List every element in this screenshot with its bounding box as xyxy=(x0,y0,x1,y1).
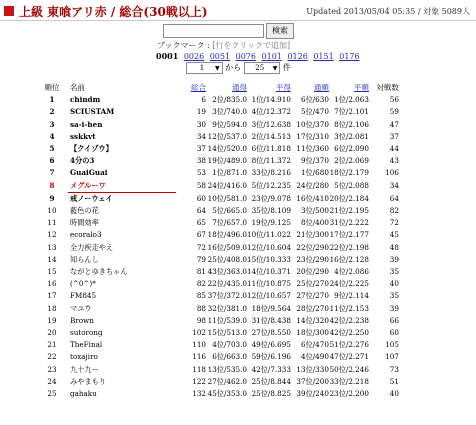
table-row[interactable] xyxy=(36,278,399,290)
cell-rank-average: 42位/2.250 xyxy=(329,328,369,338)
cell-matches: 39 xyxy=(389,254,399,264)
pagination xyxy=(156,51,363,61)
bookmark-row xyxy=(157,40,290,51)
cell-total: 19 xyxy=(196,107,206,117)
cell-average: 10位/11.022 xyxy=(247,230,291,240)
cell-count: 1位/871.0 xyxy=(212,168,247,178)
cell-rank: 25 xyxy=(47,389,57,399)
cell-average: 4位/12.372 xyxy=(251,107,291,117)
cell-count: 32位/381.0 xyxy=(207,303,247,313)
cell-count: 24位/416.0 xyxy=(207,180,247,190)
table-row[interactable] xyxy=(36,388,399,400)
cell-count: 9位/594.0 xyxy=(212,119,247,129)
cell-total: 110 xyxy=(192,340,206,350)
cell-rank: 4 xyxy=(49,131,55,141)
cell-name: マユウ xyxy=(70,303,92,313)
cell-matches: 45 xyxy=(389,230,399,240)
table-row[interactable] xyxy=(36,290,399,302)
cell-average: 12位/10.604 xyxy=(247,242,291,252)
cell-matches: 105 xyxy=(385,340,399,350)
cell-count: 10位/581.0 xyxy=(207,193,247,203)
cell-matches: 40 xyxy=(389,389,399,399)
cell-rank: 3 xyxy=(49,119,55,129)
cell-average: 25位/8.844 xyxy=(251,376,291,386)
cell-rank-average: 23位/2.200 xyxy=(329,389,369,399)
cell-total: 98 xyxy=(196,315,206,325)
cell-matches: 106 xyxy=(385,168,399,178)
cell-rank: 15 xyxy=(47,267,57,277)
cell-average: 2位/14.513 xyxy=(251,131,291,141)
cell-name: toxajiro xyxy=(70,352,98,362)
cell-name: 藍色の花 xyxy=(70,206,99,216)
cell-name: FM845 xyxy=(70,291,97,301)
cell-average: 23位/9.078 xyxy=(251,193,291,203)
col-average-sort[interactable]: 平得 xyxy=(275,83,291,92)
cell-rank: 18 xyxy=(47,303,57,313)
cell-name: みやまもり xyxy=(70,376,106,386)
cell-matches: 47 xyxy=(389,119,399,129)
cell-count: 45位/353.0 xyxy=(207,389,247,399)
cell-total: 79 xyxy=(196,254,206,264)
updated-info: Updated 2013/05/04 05:35 / 対象 5089人 xyxy=(306,7,470,16)
cell-matches: 40 xyxy=(389,279,399,289)
cell-rank: 11 xyxy=(47,218,57,228)
cell-name: メグルーワ xyxy=(68,180,176,193)
cell-total: 65 xyxy=(196,218,206,228)
cell-rank-count: 22位/290 xyxy=(296,242,329,252)
cell-rank-average: 16位/2.128 xyxy=(329,254,369,264)
cell-total: 72 xyxy=(196,242,206,252)
current-page: 0001 xyxy=(156,51,179,61)
table-row[interactable] xyxy=(36,205,399,217)
cell-name: chindm xyxy=(70,95,101,105)
cell-count: 2位/835.0 xyxy=(212,95,247,105)
chevron-down-icon: ▼ xyxy=(215,65,220,72)
cell-rank-average: 5位/2.088 xyxy=(334,180,369,190)
page-header xyxy=(0,0,476,20)
cell-rank-average: 21位/2.195 xyxy=(329,206,369,216)
cell-rank-average: 3位/2.081 xyxy=(334,131,369,141)
cell-name: 九十九ー xyxy=(70,364,99,374)
cell-count: 15位/513.0 xyxy=(207,328,247,338)
cell-name: 4分の3 xyxy=(70,156,95,166)
cell-rank: 6 xyxy=(49,156,55,166)
cell-average: 18位/9.564 xyxy=(251,303,291,313)
cell-average: 59位/6.196 xyxy=(251,352,291,362)
cell-total: 60 xyxy=(196,193,206,203)
cell-rank: 24 xyxy=(47,376,57,386)
page-link[interactable]: 0026 xyxy=(183,52,205,61)
cell-matches: 51 xyxy=(389,376,399,386)
cell-rank-average: 11位/2.153 xyxy=(329,303,369,313)
cell-rank-average: 17位/2.177 xyxy=(329,230,369,240)
cell-count: 37位/372.0 xyxy=(207,291,247,301)
cell-rank-average: 50位/2.246 xyxy=(329,364,369,374)
cell-name: sskkvt xyxy=(70,131,96,141)
cell-count: 12位/537.0 xyxy=(207,131,247,141)
cell-rank: 20 xyxy=(47,328,57,338)
cell-average: 35位/8.109 xyxy=(251,206,291,216)
cell-average: 11位/10.875 xyxy=(247,279,291,289)
cell-name: sa-i-hen xyxy=(70,119,103,129)
page-link[interactable]: 0151 xyxy=(313,52,334,61)
table-row[interactable] xyxy=(36,143,399,155)
table-row[interactable] xyxy=(36,192,399,205)
cell-name: ながとゆきちゃん xyxy=(70,267,128,277)
table-row[interactable] xyxy=(36,131,399,143)
cell-matches: 73 xyxy=(389,364,399,374)
cell-matches: 39 xyxy=(389,303,399,313)
cell-total: 122 xyxy=(192,376,206,386)
cell-matches: 60 xyxy=(389,328,399,338)
chevron-down-icon: ▼ xyxy=(272,65,278,72)
col-count-sort[interactable]: 通得 xyxy=(232,83,247,92)
cell-rank: 8 xyxy=(49,180,55,190)
title-marker-icon xyxy=(4,6,14,16)
cell-rank-count: 13位/330 xyxy=(296,364,329,374)
cell-matches: 64 xyxy=(389,193,399,203)
search-input[interactable] xyxy=(163,24,264,38)
cell-rank: 21 xyxy=(47,340,57,350)
cell-name: Brown xyxy=(70,315,94,325)
cell-average: 49位/6.695 xyxy=(251,340,291,350)
table-row[interactable] xyxy=(36,242,399,254)
table-row[interactable] xyxy=(36,217,399,229)
page-title: 上級 東喰アリ赤 / 総合(30戦以上) xyxy=(19,5,208,19)
table-row[interactable] xyxy=(36,119,399,131)
cell-count: 4位/703.0 xyxy=(212,340,247,350)
cell-name: 全力疾走やえ xyxy=(70,242,114,252)
cell-count: 11位/539.0 xyxy=(207,315,247,325)
cell-rank-count: 18位/300 xyxy=(296,328,329,338)
cell-total: 53 xyxy=(196,168,206,178)
cell-count: 7位/657.0 xyxy=(212,218,247,228)
cell-name: sutorong xyxy=(70,328,103,338)
cell-rank-average: 24位/2.225 xyxy=(329,279,369,289)
cell-count: 18位/496.0 xyxy=(207,230,247,240)
col-rank-count-sort[interactable]: 通順 xyxy=(313,83,329,92)
cell-name: (^0^)* xyxy=(70,279,96,289)
cell-name: TheFinal xyxy=(70,340,103,350)
table-row[interactable] xyxy=(36,266,399,278)
cell-rank-count: 23位/290 xyxy=(296,254,329,264)
range-from-select[interactable]: 1 ▼ xyxy=(186,62,223,74)
cell-matches: 34 xyxy=(389,180,399,190)
cell-rank-count: 16位/410 xyxy=(296,193,329,203)
cell-matches: 66 xyxy=(389,315,399,325)
cell-rank-count: 21位/300 xyxy=(296,230,329,240)
cell-average: 3位/12.638 xyxy=(251,119,291,129)
cell-rank-average: 47位/2.271 xyxy=(329,352,369,362)
cell-matches: 37 xyxy=(389,131,399,141)
cell-rank: 9 xyxy=(49,193,55,203)
cell-rank-average: 7位/2.101 xyxy=(334,107,369,117)
range-selector xyxy=(186,62,291,74)
cell-total: 118 xyxy=(192,364,206,374)
cell-rank-count: 27位/270 xyxy=(296,291,329,301)
cell-rank-average: 1位/2.063 xyxy=(334,95,369,105)
cell-total: 116 xyxy=(192,352,206,362)
range-to-select[interactable]: 25 ▼ xyxy=(244,62,281,74)
cell-rank-average: 20位/2.184 xyxy=(329,193,369,203)
cell-matches: 72 xyxy=(389,218,399,228)
cell-total: 102 xyxy=(192,328,206,338)
cell-rank: 10 xyxy=(47,206,57,216)
cell-total: 37 xyxy=(196,144,206,154)
cell-total: 82 xyxy=(196,279,206,289)
table-row[interactable] xyxy=(36,94,399,106)
page-link[interactable]: 0051 xyxy=(209,52,231,61)
cell-rank: 13 xyxy=(47,242,57,252)
cell-rank-count: 9位/370 xyxy=(301,156,329,166)
cell-rank-count: 3位/500 xyxy=(301,206,329,216)
cell-count: 25位/408.0 xyxy=(207,254,247,264)
cell-total: 67 xyxy=(196,230,206,240)
cell-matches: 35 xyxy=(389,267,399,277)
col-rank-average-sort[interactable]: 平順 xyxy=(353,83,369,92)
cell-matches: 56 xyxy=(389,95,399,105)
cell-rank-average: 33位/2.218 xyxy=(329,376,369,386)
cell-average: 14位/10.371 xyxy=(247,267,291,277)
header-divider xyxy=(0,20,476,21)
cell-rank-count: 6位/630 xyxy=(301,95,329,105)
cell-total: 34 xyxy=(196,131,206,141)
cell-matches: 59 xyxy=(389,107,399,117)
cell-average: 12位/10.657 xyxy=(247,291,291,301)
cell-rank-average: 6位/2.090 xyxy=(334,144,369,154)
cell-count: 3位/740.0 xyxy=(212,107,247,117)
cell-average: 8位/11.372 xyxy=(251,156,291,166)
cell-count: 6位/663.0 xyxy=(212,352,247,362)
bookmark-hint: [行をクリックで追加] xyxy=(212,41,291,50)
cell-rank-count: 20位/290 xyxy=(296,267,329,277)
table-row[interactable] xyxy=(36,155,399,167)
cell-count: 5位/665.0 xyxy=(212,206,247,216)
cell-total: 58 xyxy=(196,180,206,190)
cell-name: gahaku xyxy=(70,389,97,399)
cell-average: 19位/9.125 xyxy=(251,218,291,228)
cell-rank-count: 39位/240 xyxy=(296,389,329,399)
page-link[interactable]: 0101 xyxy=(261,52,282,61)
cell-matches: 82 xyxy=(389,206,399,216)
cell-rank: 16 xyxy=(47,279,57,289)
table-row[interactable] xyxy=(36,106,399,118)
table-row[interactable] xyxy=(36,229,399,241)
table-row[interactable] xyxy=(36,327,399,339)
cell-rank: 5 xyxy=(49,144,55,154)
cell-matches: 48 xyxy=(389,242,399,252)
search-button[interactable]: 検索 xyxy=(266,23,294,39)
cell-rank-count: 6位/470 xyxy=(301,340,329,350)
table-row[interactable] xyxy=(36,254,399,266)
cell-rank: 19 xyxy=(47,315,57,325)
cell-rank-count: 4位/490 xyxy=(301,352,329,362)
cell-rank-count: 37位/200 xyxy=(296,376,329,386)
cell-rank: 2 xyxy=(49,107,55,117)
cell-rank: 14 xyxy=(47,254,57,264)
table-row[interactable] xyxy=(36,180,399,193)
cell-name: 【クイゾウ】 xyxy=(70,144,113,154)
cell-rank: 7 xyxy=(49,168,55,178)
cell-count: 14位/520.0 xyxy=(207,144,247,154)
cell-rank-count: 1位/680 xyxy=(301,168,329,178)
cell-average: 1位/14.910 xyxy=(251,95,291,105)
cell-rank-average: 2位/2.069 xyxy=(334,156,369,166)
cell-count: 43位/363.0 xyxy=(207,267,247,277)
cell-average: 15位/10.333 xyxy=(247,254,291,264)
cell-count: 13位/535.0 xyxy=(207,364,247,374)
cell-rank-count: 25位/270 xyxy=(296,279,329,289)
cell-rank-count: 8位/400 xyxy=(301,218,329,228)
cell-total: 85 xyxy=(196,291,206,301)
col-total-sort[interactable]: 総合 xyxy=(191,83,206,92)
cell-count: 19位/489.0 xyxy=(207,156,247,166)
range-unit-label: 件 xyxy=(282,63,291,72)
cell-rank: 1 xyxy=(49,95,55,105)
cell-total: 88 xyxy=(196,303,206,313)
cell-rank: 23 xyxy=(47,364,57,374)
cell-rank-count: 10位/370 xyxy=(296,119,329,129)
cell-name: 時間効率 xyxy=(70,218,99,228)
cell-total: 81 xyxy=(196,267,206,277)
cell-name: 知らんし xyxy=(70,254,99,264)
cell-average: 27位/8.550 xyxy=(251,328,291,338)
cell-total: 30 xyxy=(196,119,206,129)
table-row[interactable] xyxy=(36,376,399,388)
cell-rank-average: 8位/2.106 xyxy=(334,119,369,129)
cell-average: 33位/8.216 xyxy=(251,168,291,178)
cell-rank: 22 xyxy=(47,352,57,362)
cell-average: 42位/7.333 xyxy=(251,364,291,374)
cell-rank-count: 14位/320 xyxy=(296,315,329,325)
cell-name: ecoralo3 xyxy=(70,230,102,240)
page-link[interactable]: 0076 xyxy=(235,52,256,61)
cell-count: 27位/462.0 xyxy=(207,376,247,386)
cell-average: 6位/11.818 xyxy=(251,144,291,154)
col-matches: 対戦数 xyxy=(376,83,399,92)
col-name: 名前 xyxy=(70,83,85,92)
cell-total: 6 xyxy=(201,95,206,105)
col-rank: 順位 xyxy=(44,83,60,92)
cell-rank-average: 22位/2.198 xyxy=(329,242,369,252)
cell-name: 戒ノーウェイ xyxy=(70,193,113,203)
cell-rank-average: 9位/2.114 xyxy=(334,291,369,301)
cell-count: 16位/509.0 xyxy=(207,242,247,252)
table-row[interactable] xyxy=(36,339,399,351)
cell-name: SCIUSTAM xyxy=(70,107,115,117)
table-row[interactable] xyxy=(36,351,399,363)
cell-rank-average: 51位/2.276 xyxy=(329,340,369,350)
page-link[interactable]: 0176 xyxy=(339,52,360,61)
table-header xyxy=(36,82,399,94)
page-link[interactable]: 0126 xyxy=(287,52,308,61)
cell-total: 38 xyxy=(196,156,206,166)
cell-rank-average: 42位/2.238 xyxy=(329,315,369,325)
ranking-table xyxy=(36,82,399,400)
cell-rank-count: 5位/470 xyxy=(301,107,329,117)
cell-rank-average: 4位/2.086 xyxy=(334,267,369,277)
cell-matches: 44 xyxy=(389,144,399,154)
cell-average: 5位/12.235 xyxy=(251,180,291,190)
cell-average: 31位/8.438 xyxy=(251,315,291,325)
bookmark-label: ブックマーク : xyxy=(157,41,210,50)
cell-rank-count: 24位/280 xyxy=(296,180,329,190)
cell-total: 64 xyxy=(196,206,206,216)
cell-matches: 43 xyxy=(389,156,399,166)
cell-rank: 17 xyxy=(47,291,57,301)
cell-matches: 107 xyxy=(385,352,399,362)
table-row[interactable] xyxy=(36,303,399,315)
table-row[interactable] xyxy=(36,167,399,179)
cell-rank-average: 31位/2.222 xyxy=(329,218,369,228)
cell-rank-count: 17位/310 xyxy=(296,131,329,141)
cell-total: 132 xyxy=(192,389,206,399)
cell-rank-average: 18位/2.179 xyxy=(329,168,369,178)
cell-rank-count: 28位/270 xyxy=(296,303,329,313)
cell-count: 22位/435.0 xyxy=(207,279,247,289)
table-row[interactable] xyxy=(36,364,399,376)
cell-average: 25位/8.825 xyxy=(251,389,291,399)
table-row[interactable] xyxy=(36,315,399,327)
cell-rank: 12 xyxy=(47,230,57,240)
cell-name: GuaiGuai xyxy=(70,168,108,178)
range-from-label: から xyxy=(225,63,242,72)
cell-matches: 35 xyxy=(389,291,399,301)
cell-rank-count: 11位/360 xyxy=(296,144,329,154)
